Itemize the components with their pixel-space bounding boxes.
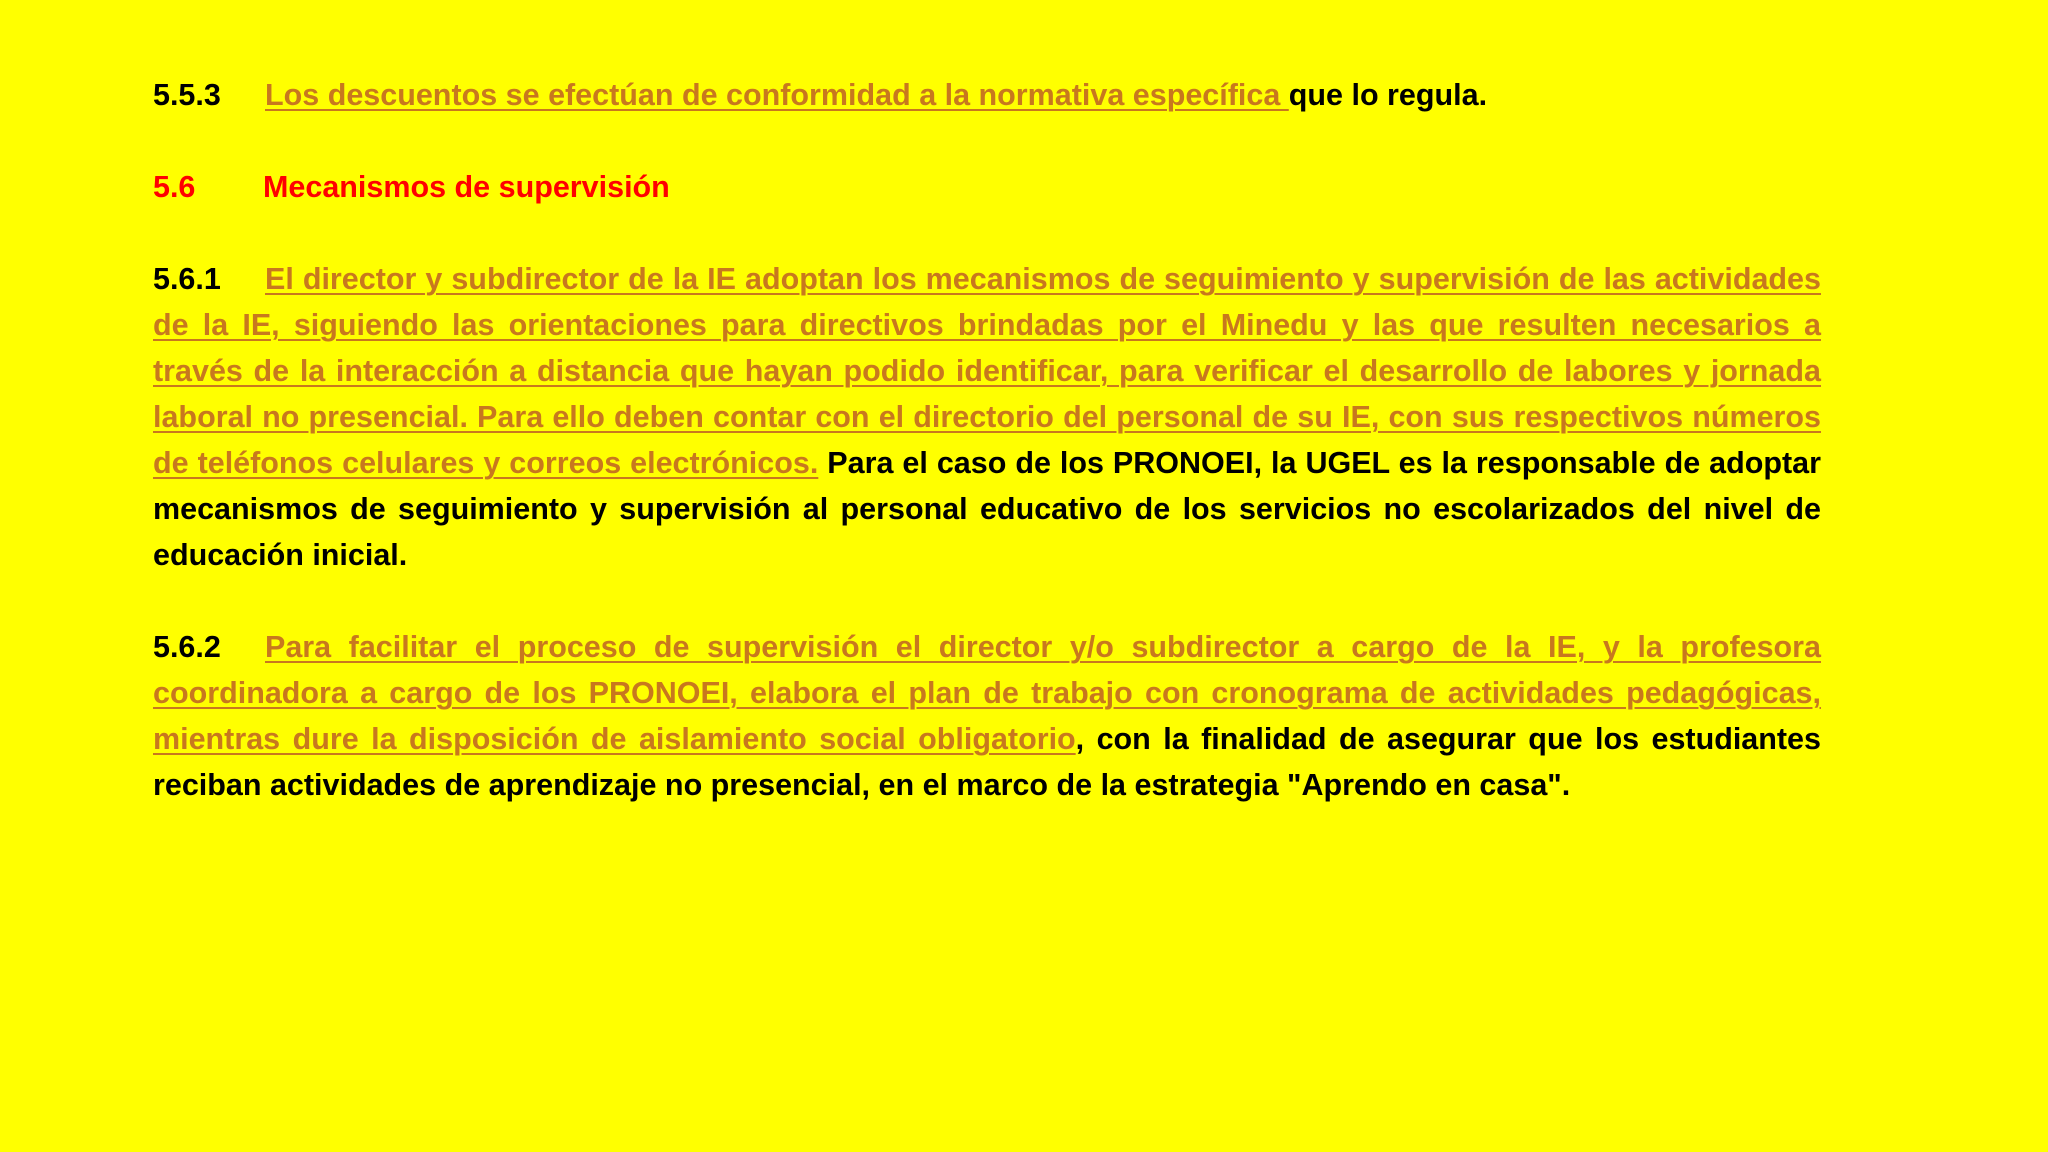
paragraph-gap	[153, 578, 1821, 624]
section-number: 5.5.3	[153, 78, 221, 112]
section-5-6-2	[153, 624, 1821, 808]
section-5-6-heading	[153, 164, 1821, 210]
body-text: que lo regula.	[1288, 78, 1488, 112]
highlighted-text: Los descuentos se efectúan de conformidad a la normativa específica	[265, 78, 1289, 112]
section-5-6-1	[153, 256, 1821, 578]
highlighted-text: Para facilitar el proceso de supervisión el director y/o subdirector a cargo de la IE, y la profesora coordinadora a cargo de los PRONOEI, elabora el plan de trabajo con cronograma de actividades pedagógicas, mientras dure la disposición de aislamiento social obligatorio	[153, 630, 1821, 756]
highlighted-text: El director y subdirector de la IE adoptan los mecanismos de seguimiento y supervisión de las actividades de la IE, siguiendo las orientaciones para directivos brindadas por el Minedu y las que resulten necesarios a través de la interacción a distancia que hayan podido identificar, para verificar el desarrollo de labores y jornada laboral no presencial. Para ello deben contar con el directorio del personal de su IE, con sus respectivos números de teléfonos celulares y correos electrónicos.	[153, 262, 1821, 480]
section-title: Mecanismos de supervisión	[263, 170, 670, 204]
section-number: 5.6	[153, 170, 196, 204]
body-text: Para el caso de los PRONOEI, la UGEL es la responsable de adoptar mecanismos de seguimiento y supervisión al personal educativo de los servicios no escolarizados del nivel de educación inicial.	[153, 446, 1821, 572]
section-number: 5.6.1	[153, 262, 221, 296]
slide-content	[153, 72, 1821, 808]
paragraph-gap	[153, 118, 1821, 164]
body-text: , con la finalidad de asegurar que los estudiantes reciban actividades de aprendizaje no presencial, en el marco de la estrategia "Aprendo en casa".	[153, 722, 1821, 802]
paragraph-gap	[153, 210, 1821, 256]
section-number: 5.6.2	[153, 630, 221, 664]
section-5-5-3	[153, 72, 1821, 118]
